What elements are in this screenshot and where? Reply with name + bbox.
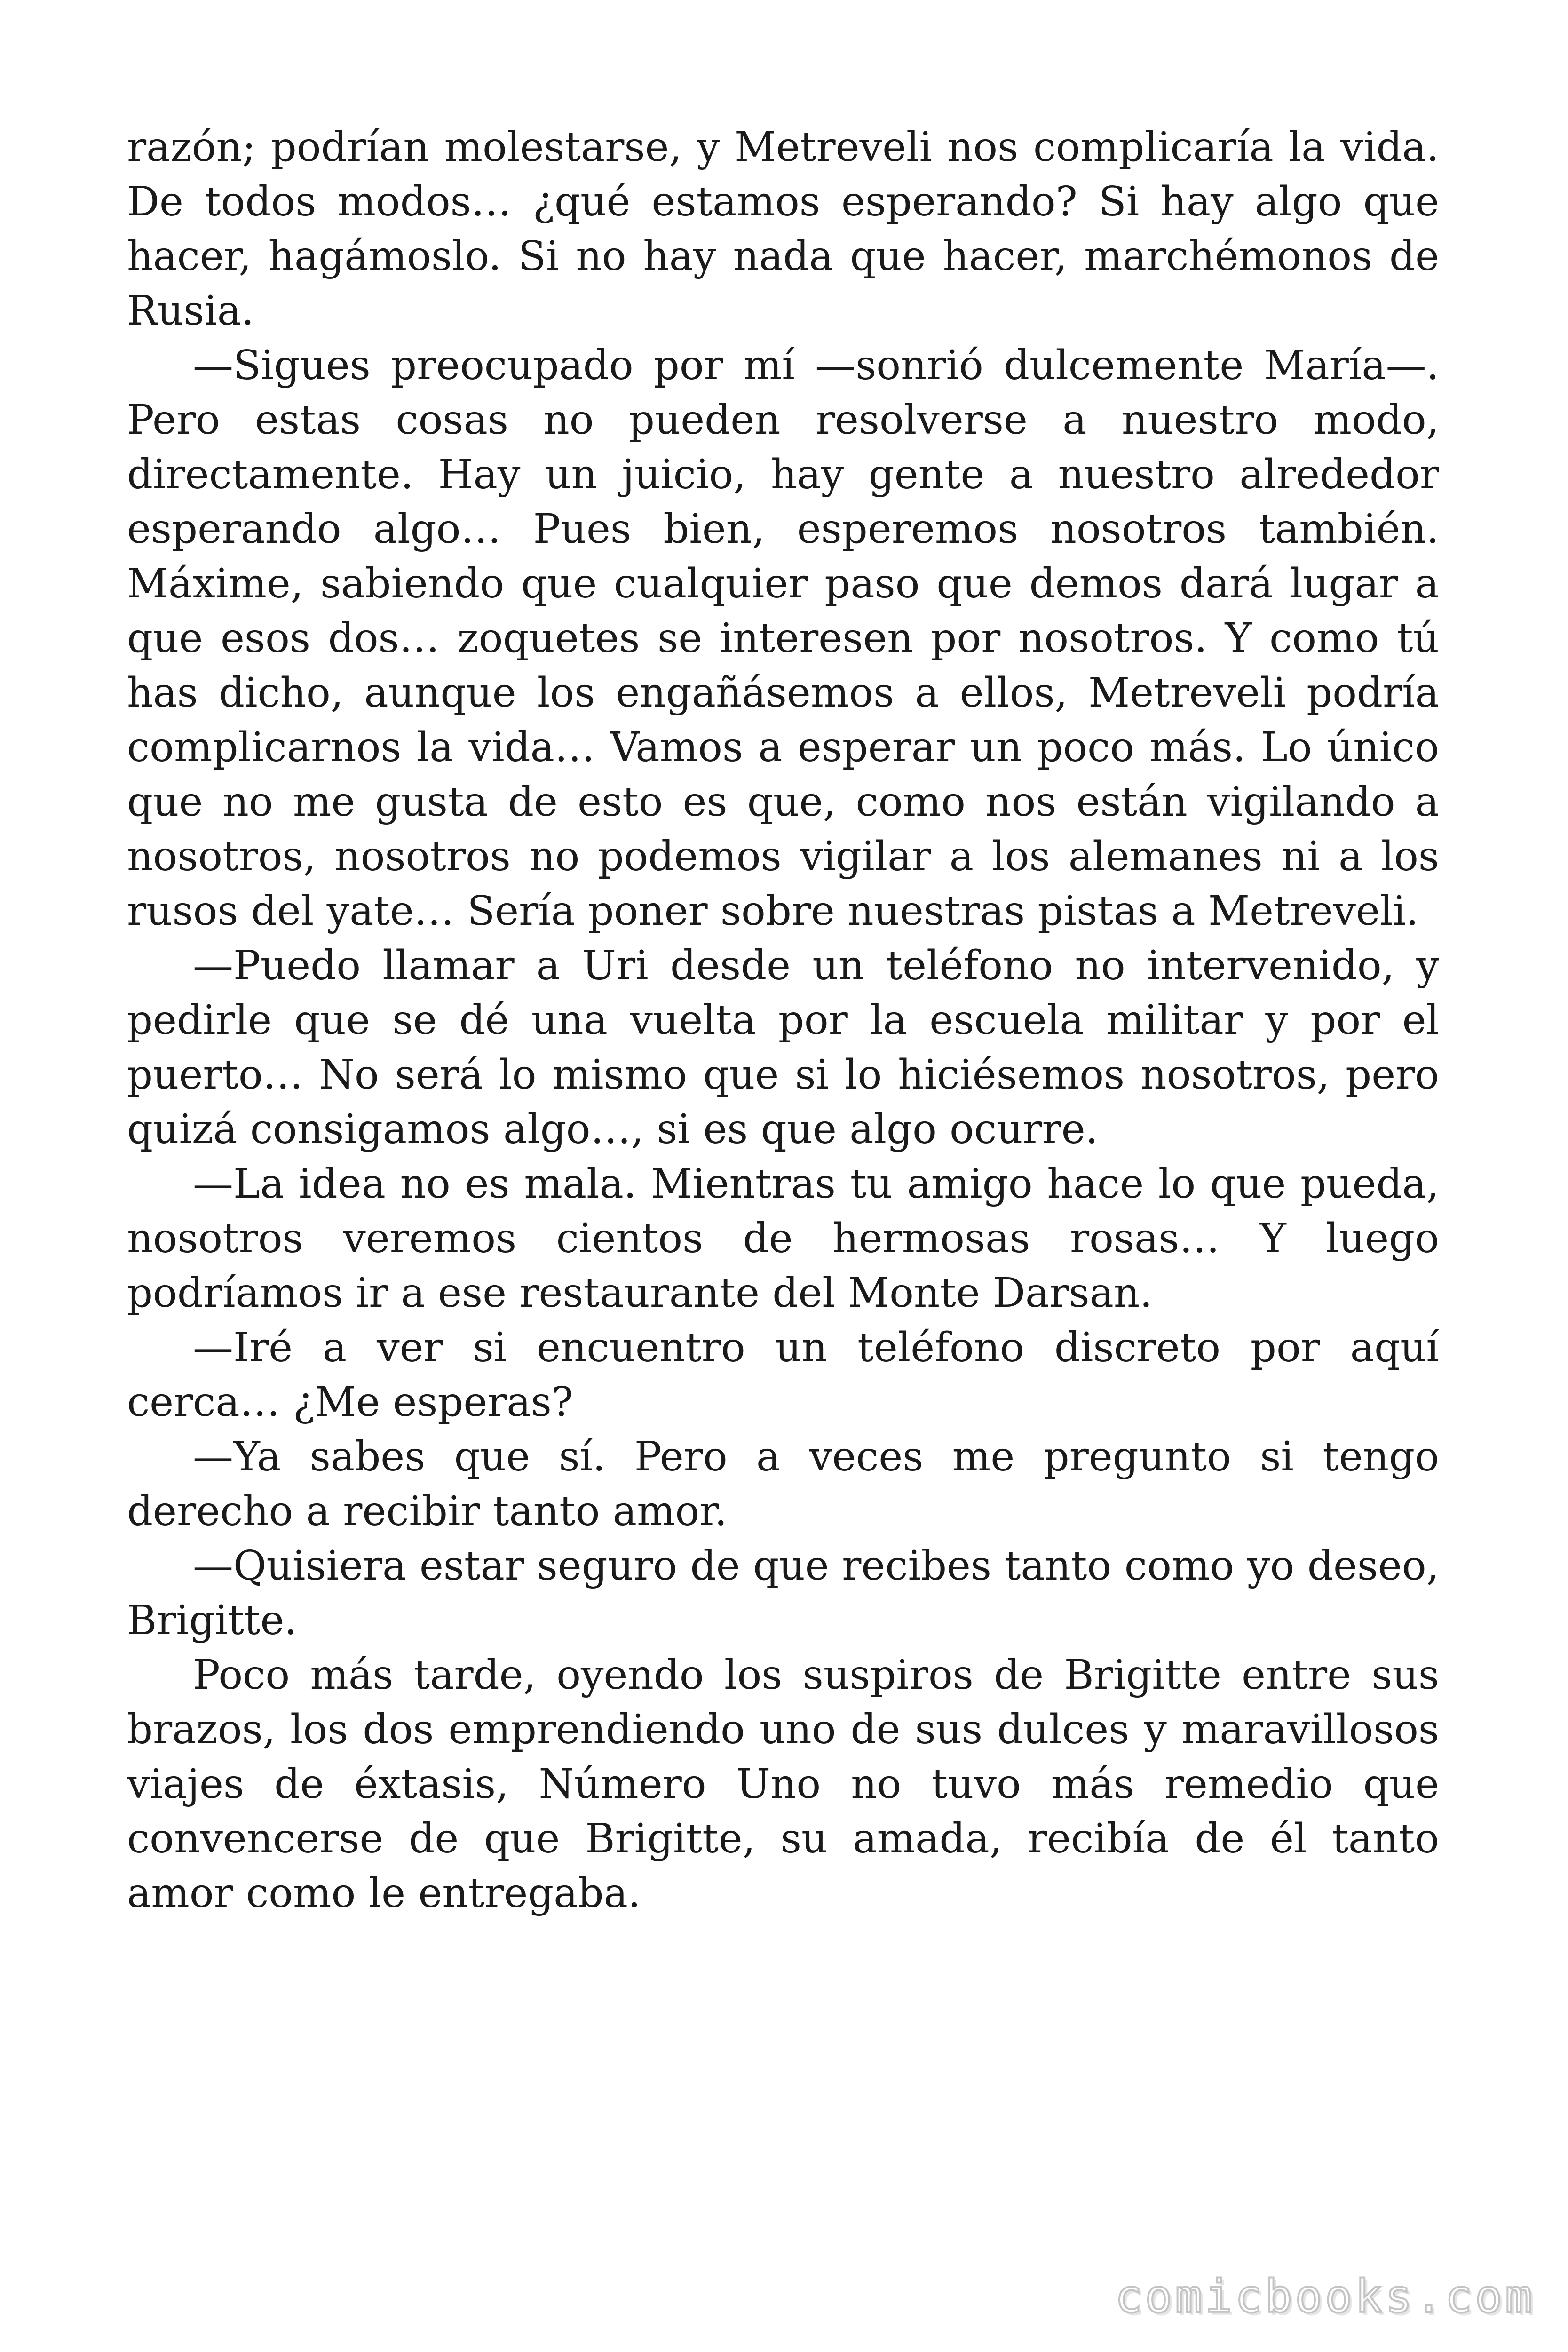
paragraph-3: —Puedo llamar a Uri desde un teléfono no intervenido, y pedirle que se dé una vuelta por la escuela militar y por el puerto… No será lo mismo que si lo hiciésemos nosotros, pero quizá consigamos algo…, si es que algo ocurre. <box>127 942 1439 1153</box>
paragraph-8: Poco más tarde, oyendo los suspiros de Brigitte entre sus brazos, los dos emprendiendo uno de sus dulces y maravillosos viajes de éxtasis, Número Uno no tuvo más remedio que convencerse de que Brigitte, su amada, recibía de él tanto amor como le entregaba. <box>127 1652 1439 1917</box>
watermark-logo: comicbooks.com <box>1115 2270 1535 2323</box>
document-body <box>127 120 1439 1921</box>
paragraph-4: —La idea no es mala. Mientras tu amigo hace lo que pueda, nosotros veremos cientos de hermosas rosas… Y luego podríamos ir a ese restaurante del Monte Darsan. <box>127 1160 1439 1317</box>
paragraph-5: —Iré a ver si encuentro un teléfono discreto por aquí cerca… ¿Me esperas? <box>127 1324 1439 1426</box>
paragraph-7: —Quisiera estar seguro de que recibes tanto como yo deseo, Brigitte. <box>127 1542 1439 1644</box>
paragraph-6: —Ya sabes que sí. Pero a veces me pregunto si tengo derecho a recibir tanto amor. <box>127 1433 1439 1535</box>
paragraph-2: —Sigues preocupado por mí —sonrió dulcemente María—. Pero estas cosas no pueden resolverse a nuestro modo, directamente. Hay un juicio, hay gente a nuestro alrededor esperando algo… Pues bien, esperemos nosotros también. Máxime, sabiendo que cualquier paso que demos dará lugar a que esos dos… zoquetes se interesen por nosotros. Y como tú has dicho, aunque los engañásemos a ellos, Metreveli podría complicarnos la vida… Vamos a esperar un poco más. Lo único que no me gusta de esto es que, como nos están vigilando a nosotros, nosotros no podemos vigilar a los alemanes ni a los rusos del yate… Sería poner sobre nuestras pistas a Metreveli. <box>127 342 1439 935</box>
paragraph-1: razón; podrían molestarse, y Metreveli nos complicaría la vida. De todos modos… ¿qué estamos esperando? Si hay algo que hacer, hagámoslo. Si no hay nada que hacer, marchémonos de Rusia. <box>127 124 1439 334</box>
